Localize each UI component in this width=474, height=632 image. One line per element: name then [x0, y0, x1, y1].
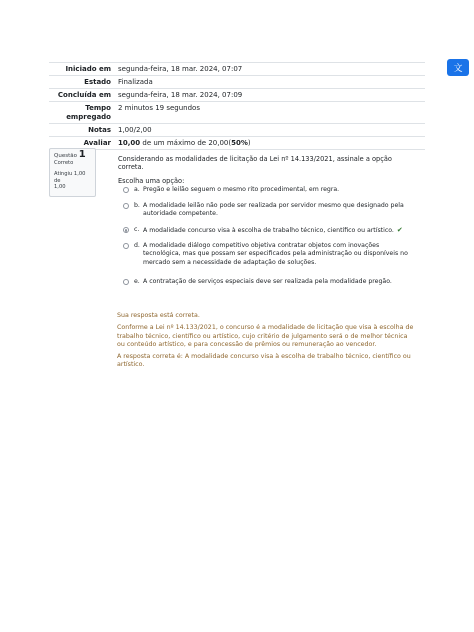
answer-option-a[interactable]	[123, 186, 413, 194]
correct-check-icon: ✔	[396, 226, 403, 234]
radio-button[interactable]	[123, 203, 129, 209]
summary-label: Estado	[84, 77, 111, 86]
translate-button[interactable]	[447, 59, 469, 76]
grade-max: de um máximo de 20,00(	[140, 138, 232, 147]
answer-option-b[interactable]	[123, 202, 413, 219]
answer-text: A modalidade leilão não pode ser realizada por servidor mesmo que designado pela autoridade competente.	[143, 202, 404, 218]
summary-row-completed	[49, 88, 425, 101]
answer-text: A contratação de serviços especiais deve ser realizada pela modalidade pregão.	[143, 278, 392, 285]
summary-label	[49, 104, 117, 122]
answer-text-wrap	[143, 226, 413, 235]
summary-row-state	[49, 75, 425, 88]
summary-value: Finalizada	[118, 77, 153, 86]
radio-button[interactable]	[123, 243, 129, 249]
radio-button[interactable]	[123, 279, 129, 285]
summary-value: 1,00/2,00	[118, 125, 152, 134]
answer-text: A modalidade concurso visa à escolha de trabalho técnico, científico ou artístico.	[143, 227, 394, 234]
answer-text: A modalidade diálogo competitivo objetiva contratar objetos com inovações tecnológica, mas que possam ser especificados pela administração ou disponíveis no mercado sem a necessidade de adaptação de soluções.	[143, 242, 408, 266]
summary-value: 2 minutos 19 segundos	[118, 103, 200, 112]
answer-text: Pregão e leilão seguem o mesmo rito procedimental, em regra.	[143, 186, 340, 193]
summary-label-line2: empregado	[66, 112, 111, 121]
attempt-summary-table	[49, 62, 425, 150]
feedback-result: Sua resposta está correta.	[117, 312, 200, 319]
question-label: Questão	[54, 153, 77, 159]
summary-value: segunda-feira, 18 mar. 2024, 07:07	[118, 64, 243, 73]
question-text: Considerando as modalidades de licitação da Lei nº 14.133/2021, assinale a opção correta.	[118, 155, 392, 171]
question-number	[54, 149, 91, 160]
answer-letter: a.	[134, 186, 140, 193]
question-info-box	[49, 148, 96, 197]
translate-icon: 文	[453, 64, 463, 74]
grade-percent: 50%	[231, 138, 248, 147]
answer-option-d[interactable]	[123, 242, 413, 267]
summary-value: segunda-feira, 18 mar. 2024, 07:09	[118, 90, 243, 99]
summary-label: Avaliar	[83, 138, 111, 147]
summary-label: Iniciado em	[65, 64, 111, 73]
summary-row-marks	[49, 123, 425, 136]
radio-button[interactable]	[123, 187, 129, 193]
summary-value	[117, 139, 425, 148]
question-status: Correto	[54, 159, 74, 166]
summary-label-line1: Tempo	[85, 103, 111, 112]
choose-option-label: Escolha uma opção:	[118, 177, 185, 185]
summary-row-started	[49, 62, 425, 75]
answer-letter: d.	[134, 242, 140, 249]
question-grade-line2: 1,00	[54, 184, 66, 190]
feedback-explanation: Conforme a Lei nº 14.133/2021, o concurso é a modalidade de licitação que visa à escolha de trabalho técnico, científico ou artístico, cujo critério de julgamento será o de melhor técnica ou conteúdo artístico, e para concessão de prêmios ou remuneração ao vencedor.	[117, 324, 414, 348]
answer-letter: b.	[134, 202, 140, 209]
feedback-correct-answer: A resposta correta é: A modalidade concurso visa à escolha de trabalho técnico, científico ou artístico.	[117, 353, 411, 369]
answer-option-c[interactable]	[123, 226, 413, 235]
answer-letter: c.	[134, 226, 140, 233]
summary-row-grade	[49, 136, 425, 150]
answer-option-e[interactable]	[123, 278, 413, 286]
summary-row-time-taken	[49, 101, 425, 123]
grade-value: 10,00	[118, 138, 141, 147]
feedback-panel	[117, 312, 417, 374]
answer-letter: e.	[134, 278, 140, 285]
question-number-value: 1	[78, 149, 86, 160]
question-grade-line1: Atingiu 1,00 de	[54, 171, 86, 184]
grade-close: )	[247, 138, 251, 147]
radio-button-selected[interactable]	[123, 227, 129, 233]
summary-label: Concluída em	[57, 90, 111, 99]
summary-label: Notas	[88, 125, 111, 134]
